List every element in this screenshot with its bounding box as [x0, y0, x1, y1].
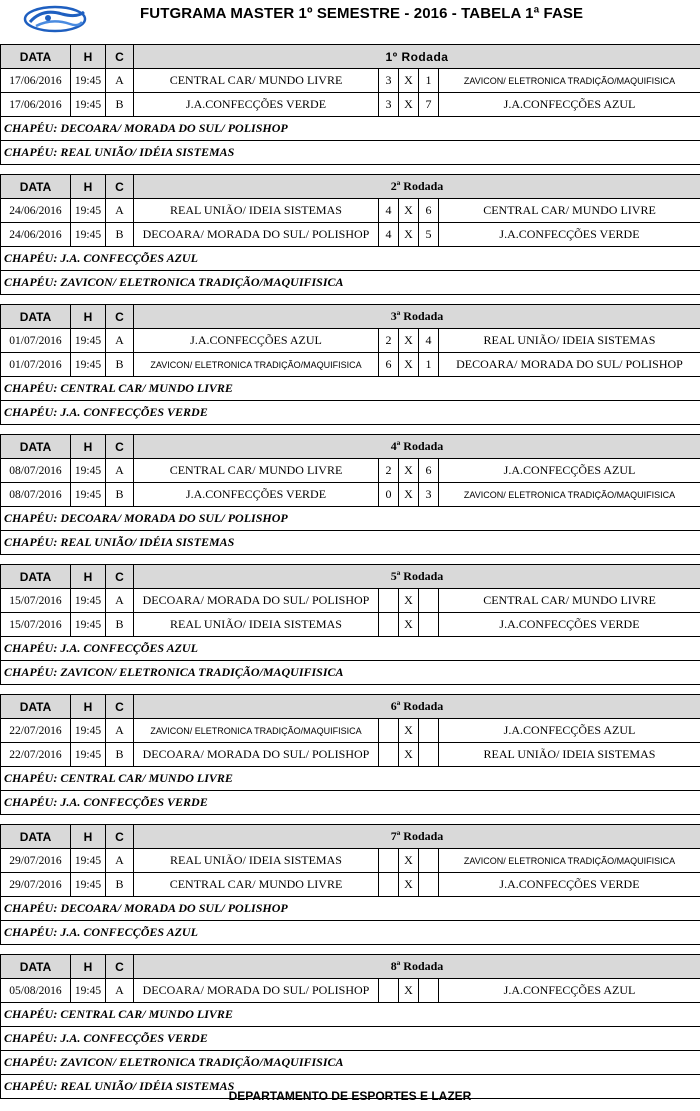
match-row — [1, 979, 700, 1003]
away-team: J.A.CONFECÇÕES AZUL — [439, 719, 700, 743]
away-score — [419, 743, 439, 767]
match-time: 19:45 — [71, 589, 106, 613]
match-field: A — [106, 329, 134, 353]
chapeu-row — [1, 141, 700, 165]
swirl-logo-icon — [22, 4, 92, 34]
match-row — [1, 613, 700, 637]
round-title: 5ª Rodada — [134, 565, 700, 589]
round-header-row — [1, 955, 700, 979]
col-header-date: DATA — [1, 695, 71, 719]
spacer-cell — [1, 425, 700, 435]
match-date: 24/06/2016 — [1, 223, 71, 247]
away-team: J.A.CONFECÇÕES VERDE — [439, 873, 700, 897]
home-score: 4 — [379, 199, 399, 223]
round-spacer — [1, 555, 700, 565]
away-team: ZAVICON/ ELETRONICA TRADIÇÃO/MAQUIFISICA — [439, 483, 700, 507]
match-field: A — [106, 589, 134, 613]
home-team: DECOARA/ MORADA DO SUL/ POLISHOP — [134, 223, 379, 247]
match-date: 15/07/2016 — [1, 613, 71, 637]
col-header-date: DATA — [1, 565, 71, 589]
chapeu-row — [1, 661, 700, 685]
away-team: J.A.CONFECÇÕES AZUL — [439, 979, 700, 1003]
away-team: J.A.CONFECÇÕES VERDE — [439, 613, 700, 637]
home-score: 2 — [379, 459, 399, 483]
match-date: 22/07/2016 — [1, 719, 71, 743]
chapeu-row — [1, 921, 700, 945]
away-score — [419, 849, 439, 873]
page-title: FUTGRAMA MASTER 1º SEMESTRE - 2016 - TABELA 1ª FASE — [140, 5, 584, 22]
col-header-date: DATA — [1, 825, 71, 849]
home-score — [379, 873, 399, 897]
away-team: J.A.CONFECÇÕES AZUL — [439, 93, 700, 117]
match-date: 08/07/2016 — [1, 483, 71, 507]
match-time: 19:45 — [71, 979, 106, 1003]
match-date: 08/07/2016 — [1, 459, 71, 483]
versus-separator: X — [399, 743, 419, 767]
chapeu-row — [1, 507, 700, 531]
spacer-cell — [1, 685, 700, 695]
chapeu-row — [1, 531, 700, 555]
match-field: A — [106, 849, 134, 873]
home-score — [379, 719, 399, 743]
match-row — [1, 743, 700, 767]
chapeu-row — [1, 377, 700, 401]
home-score — [379, 589, 399, 613]
round-header-row — [1, 45, 700, 69]
match-time: 19:45 — [71, 873, 106, 897]
col-header-field: C — [106, 305, 134, 329]
page-header — [0, 0, 700, 44]
round-title: 1º Rodada — [134, 45, 700, 69]
match-row — [1, 93, 700, 117]
round-header-row — [1, 695, 700, 719]
match-date: 17/06/2016 — [1, 69, 71, 93]
col-header-field: C — [106, 45, 134, 69]
versus-separator: X — [399, 873, 419, 897]
col-header-time: H — [71, 825, 106, 849]
match-time: 19:45 — [71, 93, 106, 117]
spacer-cell — [1, 295, 700, 305]
match-row — [1, 483, 700, 507]
chapeu-row — [1, 117, 700, 141]
away-team: DECOARA/ MORADA DO SUL/ POLISHOP — [439, 353, 700, 377]
chapeu-text: CHAPÉU: CENTRAL CAR/ MUNDO LIVRE — [1, 377, 700, 401]
away-score — [419, 719, 439, 743]
match-time: 19:45 — [71, 199, 106, 223]
round-spacer — [1, 815, 700, 825]
spacer-cell — [1, 555, 700, 565]
home-team: REAL UNIÃO/ IDEIA SISTEMAS — [134, 199, 379, 223]
col-header-field: C — [106, 565, 134, 589]
away-team: ZAVICON/ ELETRONICA TRADIÇÃO/MAQUIFISICA — [439, 849, 700, 873]
col-header-date: DATA — [1, 175, 71, 199]
chapeu-text: CHAPÉU: J.A. CONFECÇÕES AZUL — [1, 247, 700, 271]
home-team: CENTRAL CAR/ MUNDO LIVRE — [134, 69, 379, 93]
match-time: 19:45 — [71, 483, 106, 507]
col-header-date: DATA — [1, 435, 71, 459]
round-title: 4ª Rodada — [134, 435, 700, 459]
home-team: CENTRAL CAR/ MUNDO LIVRE — [134, 873, 379, 897]
col-header-time: H — [71, 175, 106, 199]
match-time: 19:45 — [71, 743, 106, 767]
round-header-row — [1, 825, 700, 849]
spacer-cell — [1, 815, 700, 825]
match-date: 17/06/2016 — [1, 93, 71, 117]
match-date: 29/07/2016 — [1, 873, 71, 897]
home-team: J.A.CONFECÇÕES VERDE — [134, 93, 379, 117]
match-row — [1, 329, 700, 353]
col-header-field: C — [106, 955, 134, 979]
chapeu-text: CHAPÉU: ZAVICON/ ELETRONICA TRADIÇÃO/MAQUIFISICA — [1, 271, 700, 295]
chapeu-text: CHAPÉU: J.A. CONFECÇÕES VERDE — [1, 401, 700, 425]
away-team: J.A.CONFECÇÕES AZUL — [439, 459, 700, 483]
col-header-field: C — [106, 175, 134, 199]
spacer-cell — [1, 165, 700, 175]
home-team: CENTRAL CAR/ MUNDO LIVRE — [134, 459, 379, 483]
round-header-row — [1, 435, 700, 459]
home-team: J.A.CONFECÇÕES VERDE — [134, 483, 379, 507]
versus-separator: X — [399, 69, 419, 93]
round-header-row — [1, 175, 700, 199]
schedule-table — [0, 44, 700, 1099]
home-team: DECOARA/ MORADA DO SUL/ POLISHOP — [134, 589, 379, 613]
match-row — [1, 873, 700, 897]
versus-separator: X — [399, 979, 419, 1003]
chapeu-row — [1, 401, 700, 425]
match-row — [1, 353, 700, 377]
chapeu-text: CHAPÉU: CENTRAL CAR/ MUNDO LIVRE — [1, 1003, 700, 1027]
chapeu-text: CHAPÉU: REAL UNIÃO/ IDÉIA SISTEMAS — [1, 531, 700, 555]
chapeu-text: CHAPÉU: ZAVICON/ ELETRONICA TRADIÇÃO/MAQUIFISICA — [1, 1051, 700, 1075]
chapeu-text: CHAPÉU: REAL UNIÃO/ IDÉIA SISTEMAS — [1, 1075, 700, 1099]
home-score — [379, 743, 399, 767]
col-header-field: C — [106, 825, 134, 849]
away-score: 1 — [419, 353, 439, 377]
chapeu-row — [1, 791, 700, 815]
match-date: 29/07/2016 — [1, 849, 71, 873]
match-time: 19:45 — [71, 223, 106, 247]
round-header-row — [1, 565, 700, 589]
match-field: A — [106, 199, 134, 223]
home-score: 6 — [379, 353, 399, 377]
col-header-date: DATA — [1, 45, 71, 69]
away-score: 3 — [419, 483, 439, 507]
chapeu-text: CHAPÉU: DECOARA/ MORADA DO SUL/ POLISHOP — [1, 117, 700, 141]
match-time: 19:45 — [71, 353, 106, 377]
chapeu-row — [1, 1027, 700, 1051]
home-team: REAL UNIÃO/ IDEIA SISTEMAS — [134, 613, 379, 637]
match-field: B — [106, 613, 134, 637]
home-team: DECOARA/ MORADA DO SUL/ POLISHOP — [134, 743, 379, 767]
match-date: 24/06/2016 — [1, 199, 71, 223]
versus-separator: X — [399, 483, 419, 507]
versus-separator: X — [399, 329, 419, 353]
away-score: 6 — [419, 199, 439, 223]
match-field: A — [106, 69, 134, 93]
footer-department: DEPARTAMENTO DE ESPORTES E LAZER — [228, 1089, 472, 1103]
match-row — [1, 719, 700, 743]
col-header-date: DATA — [1, 955, 71, 979]
round-title: 6ª Rodada — [134, 695, 700, 719]
away-score — [419, 979, 439, 1003]
match-date: 05/08/2016 — [1, 979, 71, 1003]
versus-separator: X — [399, 223, 419, 247]
col-header-time: H — [71, 435, 106, 459]
chapeu-row — [1, 1003, 700, 1027]
chapeu-text: CHAPÉU: ZAVICON/ ELETRONICA TRADIÇÃO/MAQUIFISICA — [1, 661, 700, 685]
chapeu-row — [1, 247, 700, 271]
match-field: B — [106, 93, 134, 117]
match-row — [1, 459, 700, 483]
chapeu-row — [1, 271, 700, 295]
round-spacer — [1, 295, 700, 305]
round-spacer — [1, 165, 700, 175]
match-row — [1, 199, 700, 223]
match-field: A — [106, 719, 134, 743]
away-score: 5 — [419, 223, 439, 247]
away-team: REAL UNIÃO/ IDEIA SISTEMAS — [439, 743, 700, 767]
match-field: A — [106, 979, 134, 1003]
away-score: 7 — [419, 93, 439, 117]
match-date: 15/07/2016 — [1, 589, 71, 613]
versus-separator: X — [399, 849, 419, 873]
match-time: 19:45 — [71, 329, 106, 353]
match-row — [1, 849, 700, 873]
versus-separator: X — [399, 353, 419, 377]
away-team: ZAVICON/ ELETRONICA TRADIÇÃO/MAQUIFISICA — [439, 69, 700, 93]
match-row — [1, 69, 700, 93]
round-spacer — [1, 945, 700, 955]
match-field: B — [106, 743, 134, 767]
col-header-time: H — [71, 565, 106, 589]
home-score — [379, 613, 399, 637]
chapeu-text: CHAPÉU: J.A. CONFECÇÕES VERDE — [1, 1027, 700, 1051]
chapeu-row — [1, 637, 700, 661]
col-header-time: H — [71, 955, 106, 979]
home-score: 3 — [379, 69, 399, 93]
match-field: B — [106, 483, 134, 507]
versus-separator: X — [399, 719, 419, 743]
chapeu-text: CHAPÉU: J.A. CONFECÇÕES AZUL — [1, 637, 700, 661]
chapeu-text: CHAPÉU: DECOARA/ MORADA DO SUL/ POLISHOP — [1, 897, 700, 921]
home-team: REAL UNIÃO/ IDEIA SISTEMAS — [134, 849, 379, 873]
away-score — [419, 589, 439, 613]
home-score: 0 — [379, 483, 399, 507]
col-header-date: DATA — [1, 305, 71, 329]
match-time: 19:45 — [71, 849, 106, 873]
col-header-time: H — [71, 305, 106, 329]
round-title: 2ª Rodada — [134, 175, 700, 199]
away-score — [419, 873, 439, 897]
away-score — [419, 613, 439, 637]
round-spacer — [1, 685, 700, 695]
home-score — [379, 849, 399, 873]
col-header-field: C — [106, 695, 134, 719]
round-header-row — [1, 305, 700, 329]
col-header-time: H — [71, 45, 106, 69]
chapeu-text: CHAPÉU: REAL UNIÃO/ IDÉIA SISTEMAS — [1, 141, 700, 165]
chapeu-text: CHAPÉU: J.A. CONFECÇÕES AZUL — [1, 921, 700, 945]
away-score: 6 — [419, 459, 439, 483]
chapeu-text: CHAPÉU: DECOARA/ MORADA DO SUL/ POLISHOP — [1, 507, 700, 531]
versus-separator: X — [399, 199, 419, 223]
versus-separator: X — [399, 459, 419, 483]
chapeu-row — [1, 1051, 700, 1075]
round-title: 7ª Rodada — [134, 825, 700, 849]
chapeu-row — [1, 767, 700, 791]
home-score: 4 — [379, 223, 399, 247]
home-team: J.A.CONFECÇÕES AZUL — [134, 329, 379, 353]
match-date: 22/07/2016 — [1, 743, 71, 767]
away-score: 1 — [419, 69, 439, 93]
chapeu-row — [1, 897, 700, 921]
round-spacer — [1, 425, 700, 435]
match-time: 19:45 — [71, 613, 106, 637]
home-score — [379, 979, 399, 1003]
chapeu-text: CHAPÉU: CENTRAL CAR/ MUNDO LIVRE — [1, 767, 700, 791]
home-team: ZAVICON/ ELETRONICA TRADIÇÃO/MAQUIFISICA — [134, 353, 379, 377]
match-row — [1, 589, 700, 613]
versus-separator: X — [399, 589, 419, 613]
away-team: REAL UNIÃO/ IDEIA SISTEMAS — [439, 329, 700, 353]
away-score: 4 — [419, 329, 439, 353]
match-time: 19:45 — [71, 719, 106, 743]
match-field: B — [106, 223, 134, 247]
home-team: DECOARA/ MORADA DO SUL/ POLISHOP — [134, 979, 379, 1003]
match-field: A — [106, 459, 134, 483]
away-team: J.A.CONFECÇÕES VERDE — [439, 223, 700, 247]
versus-separator: X — [399, 613, 419, 637]
match-field: B — [106, 873, 134, 897]
match-row — [1, 223, 700, 247]
match-time: 19:45 — [71, 459, 106, 483]
spacer-cell — [1, 945, 700, 955]
versus-separator: X — [399, 93, 419, 117]
match-date: 01/07/2016 — [1, 329, 71, 353]
match-date: 01/07/2016 — [1, 353, 71, 377]
away-team: CENTRAL CAR/ MUNDO LIVRE — [439, 589, 700, 613]
match-field: B — [106, 353, 134, 377]
match-time: 19:45 — [71, 69, 106, 93]
home-score: 3 — [379, 93, 399, 117]
col-header-time: H — [71, 695, 106, 719]
home-score: 2 — [379, 329, 399, 353]
round-title: 3ª Rodada — [134, 305, 700, 329]
away-team: CENTRAL CAR/ MUNDO LIVRE — [439, 199, 700, 223]
home-team: ZAVICON/ ELETRONICA TRADIÇÃO/MAQUIFISICA — [134, 719, 379, 743]
chapeu-text: CHAPÉU: J.A. CONFECÇÕES VERDE — [1, 791, 700, 815]
round-title: 8ª Rodada — [134, 955, 700, 979]
col-header-field: C — [106, 435, 134, 459]
